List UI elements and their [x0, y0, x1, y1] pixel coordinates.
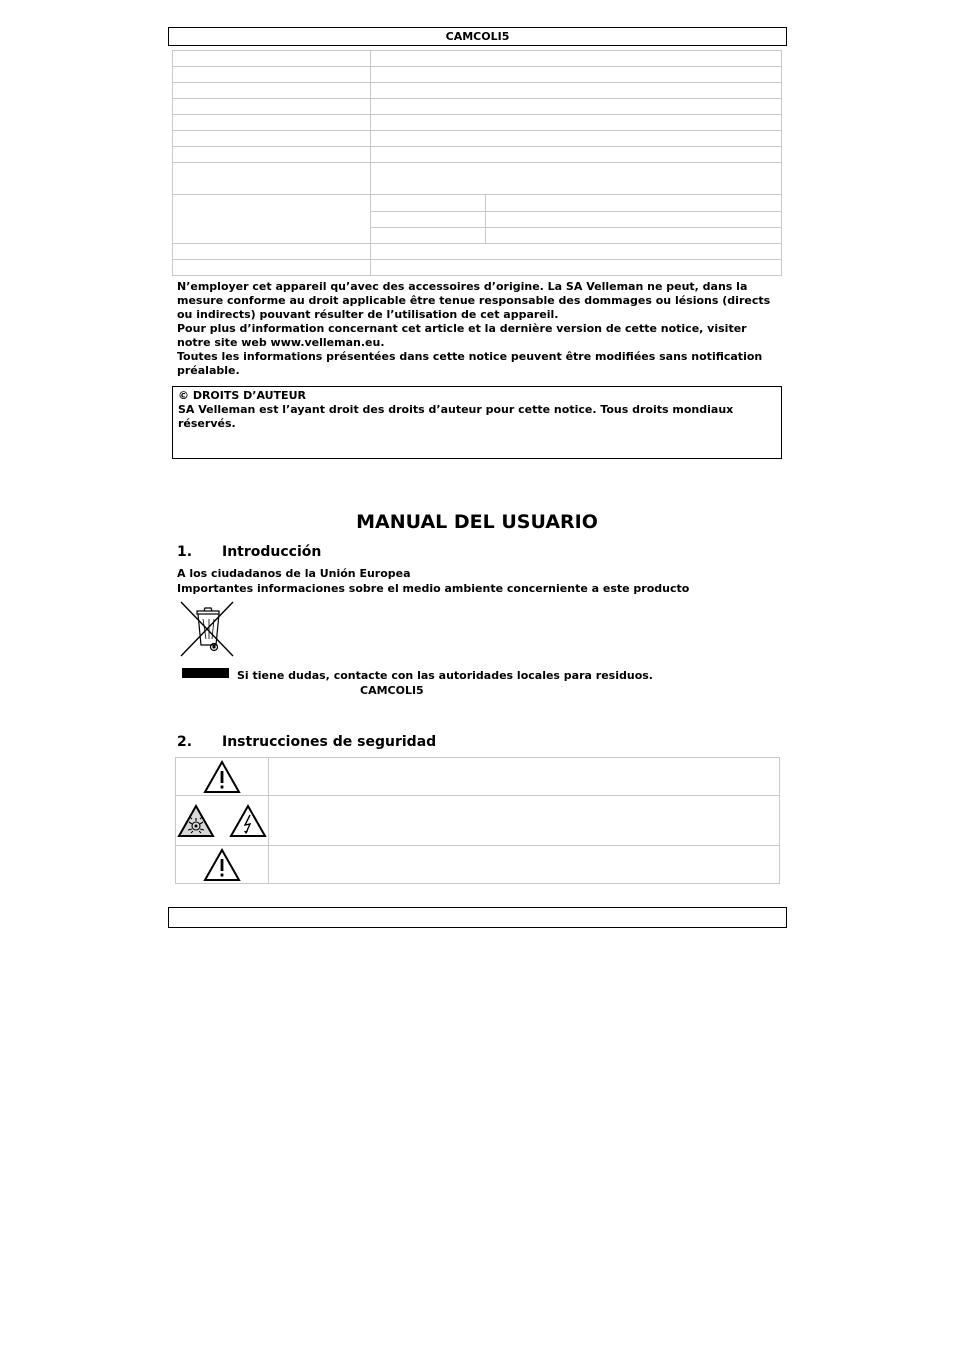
crossed-out-wheelie-bin-icon	[178, 599, 236, 659]
section-title: Introducción	[222, 544, 322, 560]
explosion-hazard-icon	[177, 810, 220, 829]
table-row	[173, 83, 782, 99]
electric-shock-icon	[229, 810, 267, 829]
manual-model: CAMCOLI5	[360, 684, 424, 697]
table-row	[173, 51, 782, 67]
copyright-title: © DROITS D’AUTEUR	[178, 389, 306, 402]
notice-paragraph: Pour plus d’information concernant cet article et la dernière version de cette notice, visiter notre site web www.velleman.eu.	[177, 322, 747, 349]
table-row	[173, 131, 782, 147]
warning-triangle-icon	[203, 854, 241, 873]
header-model: CAMCOLI5	[445, 30, 510, 43]
table-row	[173, 244, 782, 260]
copyright-box	[172, 386, 782, 459]
section-number: 1.	[177, 544, 193, 560]
manual-title: MANUAL DEL USUARIO	[356, 511, 598, 533]
table-row	[173, 67, 782, 83]
fr-notice	[177, 280, 777, 378]
section-heading-introduction	[177, 544, 321, 560]
eu-heading: A los ciudadanos de la Unión Europea	[177, 567, 411, 580]
page-footer	[168, 907, 787, 928]
safety-text-cell	[269, 846, 780, 884]
table-row	[176, 758, 780, 796]
notice-paragraph: Toutes les informations présentées dans cette notice peuvent être modifiées sans notification préalable.	[177, 350, 763, 377]
warning-triangle-icon	[203, 766, 241, 785]
table-row	[173, 147, 782, 163]
table-row	[173, 195, 782, 244]
env-heading: Importantes informaciones sobre el medio ambiente concerniente a este producto	[177, 582, 690, 595]
safety-text-cell	[269, 796, 780, 846]
table-row	[176, 846, 780, 884]
doubts-text: Si tiene dudas, contacte con las autoridades locales para residuos.	[237, 669, 653, 682]
table-row	[173, 99, 782, 115]
sub-table	[371, 195, 781, 243]
table-row	[173, 260, 782, 276]
table-row	[173, 163, 782, 195]
safety-text-cell	[269, 758, 780, 796]
page-header	[168, 27, 787, 46]
table-row	[173, 115, 782, 131]
section-title: Instrucciones de seguridad	[222, 734, 437, 750]
notice-paragraph: N’employer cet appareil qu’avec des accessoires d’origine. La SA Velleman ne peut, dans la mesure conforme au droit applicable être tenue responsable des dommages ou lésions (directs ou indirects) pouvant résulter de l’utilisation de cet appareil.	[177, 280, 771, 321]
section-heading-safety	[177, 734, 436, 750]
copyright-text: SA Velleman est l’ayant droit des droits d’auteur pour cette notice. Tous droits mondiaux réservés.	[178, 403, 734, 430]
section-number: 2.	[177, 734, 193, 750]
table-row	[176, 796, 780, 846]
safety-table	[175, 757, 780, 884]
separator-bar	[182, 668, 229, 678]
specifications-table	[172, 50, 782, 276]
